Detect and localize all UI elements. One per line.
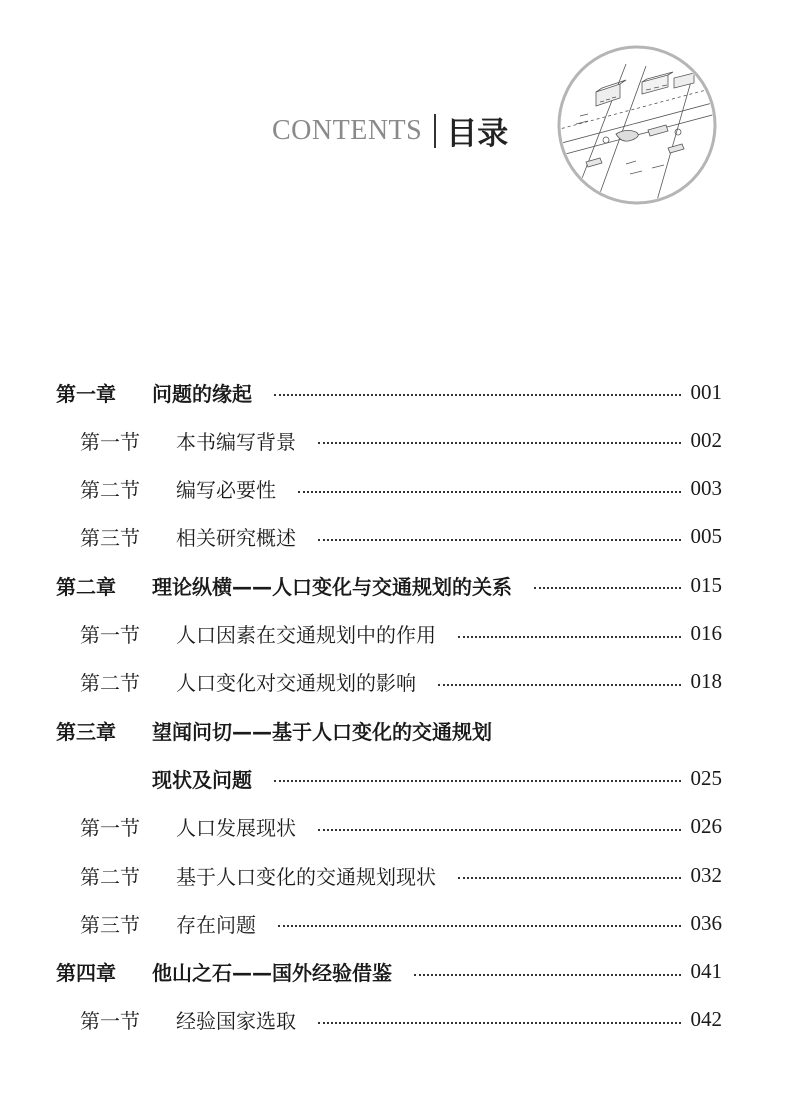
toc-page-number: 003: [690, 476, 722, 501]
toc-entry-number: 第一节: [80, 429, 140, 454]
dotted-leader: [438, 682, 681, 686]
toc-section-entry[interactable]: [80, 420, 722, 460]
contents-header: [272, 108, 508, 153]
toc-entry-title: 人口变化对交通规划的影响: [176, 671, 416, 696]
toc-page-number: 016: [690, 621, 722, 645]
dotted-leader: [298, 489, 681, 493]
dotted-leader: [318, 537, 681, 541]
toc-chapter-entry[interactable]: [56, 372, 722, 412]
toc-page-number: 041: [690, 959, 722, 984]
title-divider: [434, 114, 436, 148]
dotted-leader: [318, 827, 681, 831]
toc-entry-number: 第一章: [56, 381, 116, 406]
toc-entry-number: 第二节: [80, 864, 140, 889]
toc-section-entry[interactable]: [80, 517, 722, 557]
toc-entry-title: 理论纵横——人口变化与交通规划的关系: [152, 574, 512, 599]
toc-entry-number: 第四章: [56, 961, 116, 986]
toc-entry-title: 人口发展现状: [176, 816, 296, 841]
toc-page-number: 032: [690, 862, 722, 887]
toc-chapter-entry[interactable]: [56, 710, 722, 750]
dotted-leader: [414, 972, 681, 976]
toc-page-number: 018: [690, 669, 722, 694]
toc-entry-title: 问题的缘起: [152, 381, 252, 406]
toc-section-entry[interactable]: [80, 662, 722, 702]
toc-page-number: 025: [690, 765, 722, 790]
dotted-leader: [274, 778, 681, 782]
toc-page-number: 042: [690, 1007, 722, 1032]
dotted-leader: [534, 585, 681, 589]
toc-entry-title: 相关研究概述: [176, 526, 296, 551]
toc-entry-title: 基于人口变化的交通规划现状: [176, 864, 436, 889]
toc-entry-number: 第三节: [80, 912, 140, 937]
toc-entry-title: 望闻问切——基于人口变化的交通规划: [152, 719, 492, 744]
toc-page-number: 005: [690, 524, 722, 549]
dotted-leader: [274, 392, 681, 396]
dotted-leader: [278, 923, 681, 927]
toc-page-number: 015: [690, 572, 722, 597]
dotted-leader: [458, 875, 681, 879]
toc-section-entry[interactable]: [80, 1000, 722, 1040]
toc-entry-number: 第三节: [80, 526, 140, 551]
toc-entry-title: 本书编写背景: [176, 429, 296, 454]
toc-entry-number: 第一节: [80, 1009, 140, 1034]
toc-section-entry[interactable]: [80, 903, 722, 943]
toc-entry-number: 第三章: [56, 719, 116, 744]
toc-page-number: 001: [690, 379, 722, 404]
dotted-leader: [318, 440, 681, 444]
toc-section-entry[interactable]: [80, 855, 722, 895]
contents-title-chinese: 目录: [446, 116, 509, 152]
toc-page-number: 002: [690, 427, 722, 452]
toc-section-entry[interactable]: [80, 469, 722, 509]
toc-entry-title: 他山之石——国外经验借鉴: [152, 961, 392, 986]
toc-entry-number: 第一节: [80, 623, 140, 647]
toc-entry-title: 编写必要性: [176, 478, 276, 503]
toc-chapter-continuation[interactable]: [152, 758, 722, 798]
toc-page-number: 026: [690, 814, 722, 839]
toc-section-entry[interactable]: [80, 807, 722, 847]
toc-entry-title: 存在问题: [176, 912, 256, 937]
dotted-leader: [458, 634, 681, 638]
toc-entry-title: 人口因素在交通规划中的作用: [176, 623, 436, 647]
toc-entry-title: 现状及问题: [152, 767, 252, 792]
toc-entry-number: 第二章: [56, 574, 116, 599]
toc-entry-title: 经验国家选取: [176, 1009, 296, 1034]
dotted-leader: [318, 1020, 681, 1024]
toc-section-entry[interactable]: [80, 614, 722, 654]
toc-entry-number: 第二节: [80, 671, 140, 696]
city-sketch-emblem-icon: [556, 44, 718, 206]
toc-page-number: 036: [690, 910, 722, 935]
toc-entry-number: 第一节: [80, 816, 140, 841]
toc-entry-number: 第二节: [80, 478, 140, 503]
toc-chapter-entry[interactable]: [56, 952, 722, 992]
toc-chapter-entry[interactable]: [56, 565, 722, 605]
contents-title-english: CONTENTS: [272, 114, 423, 146]
